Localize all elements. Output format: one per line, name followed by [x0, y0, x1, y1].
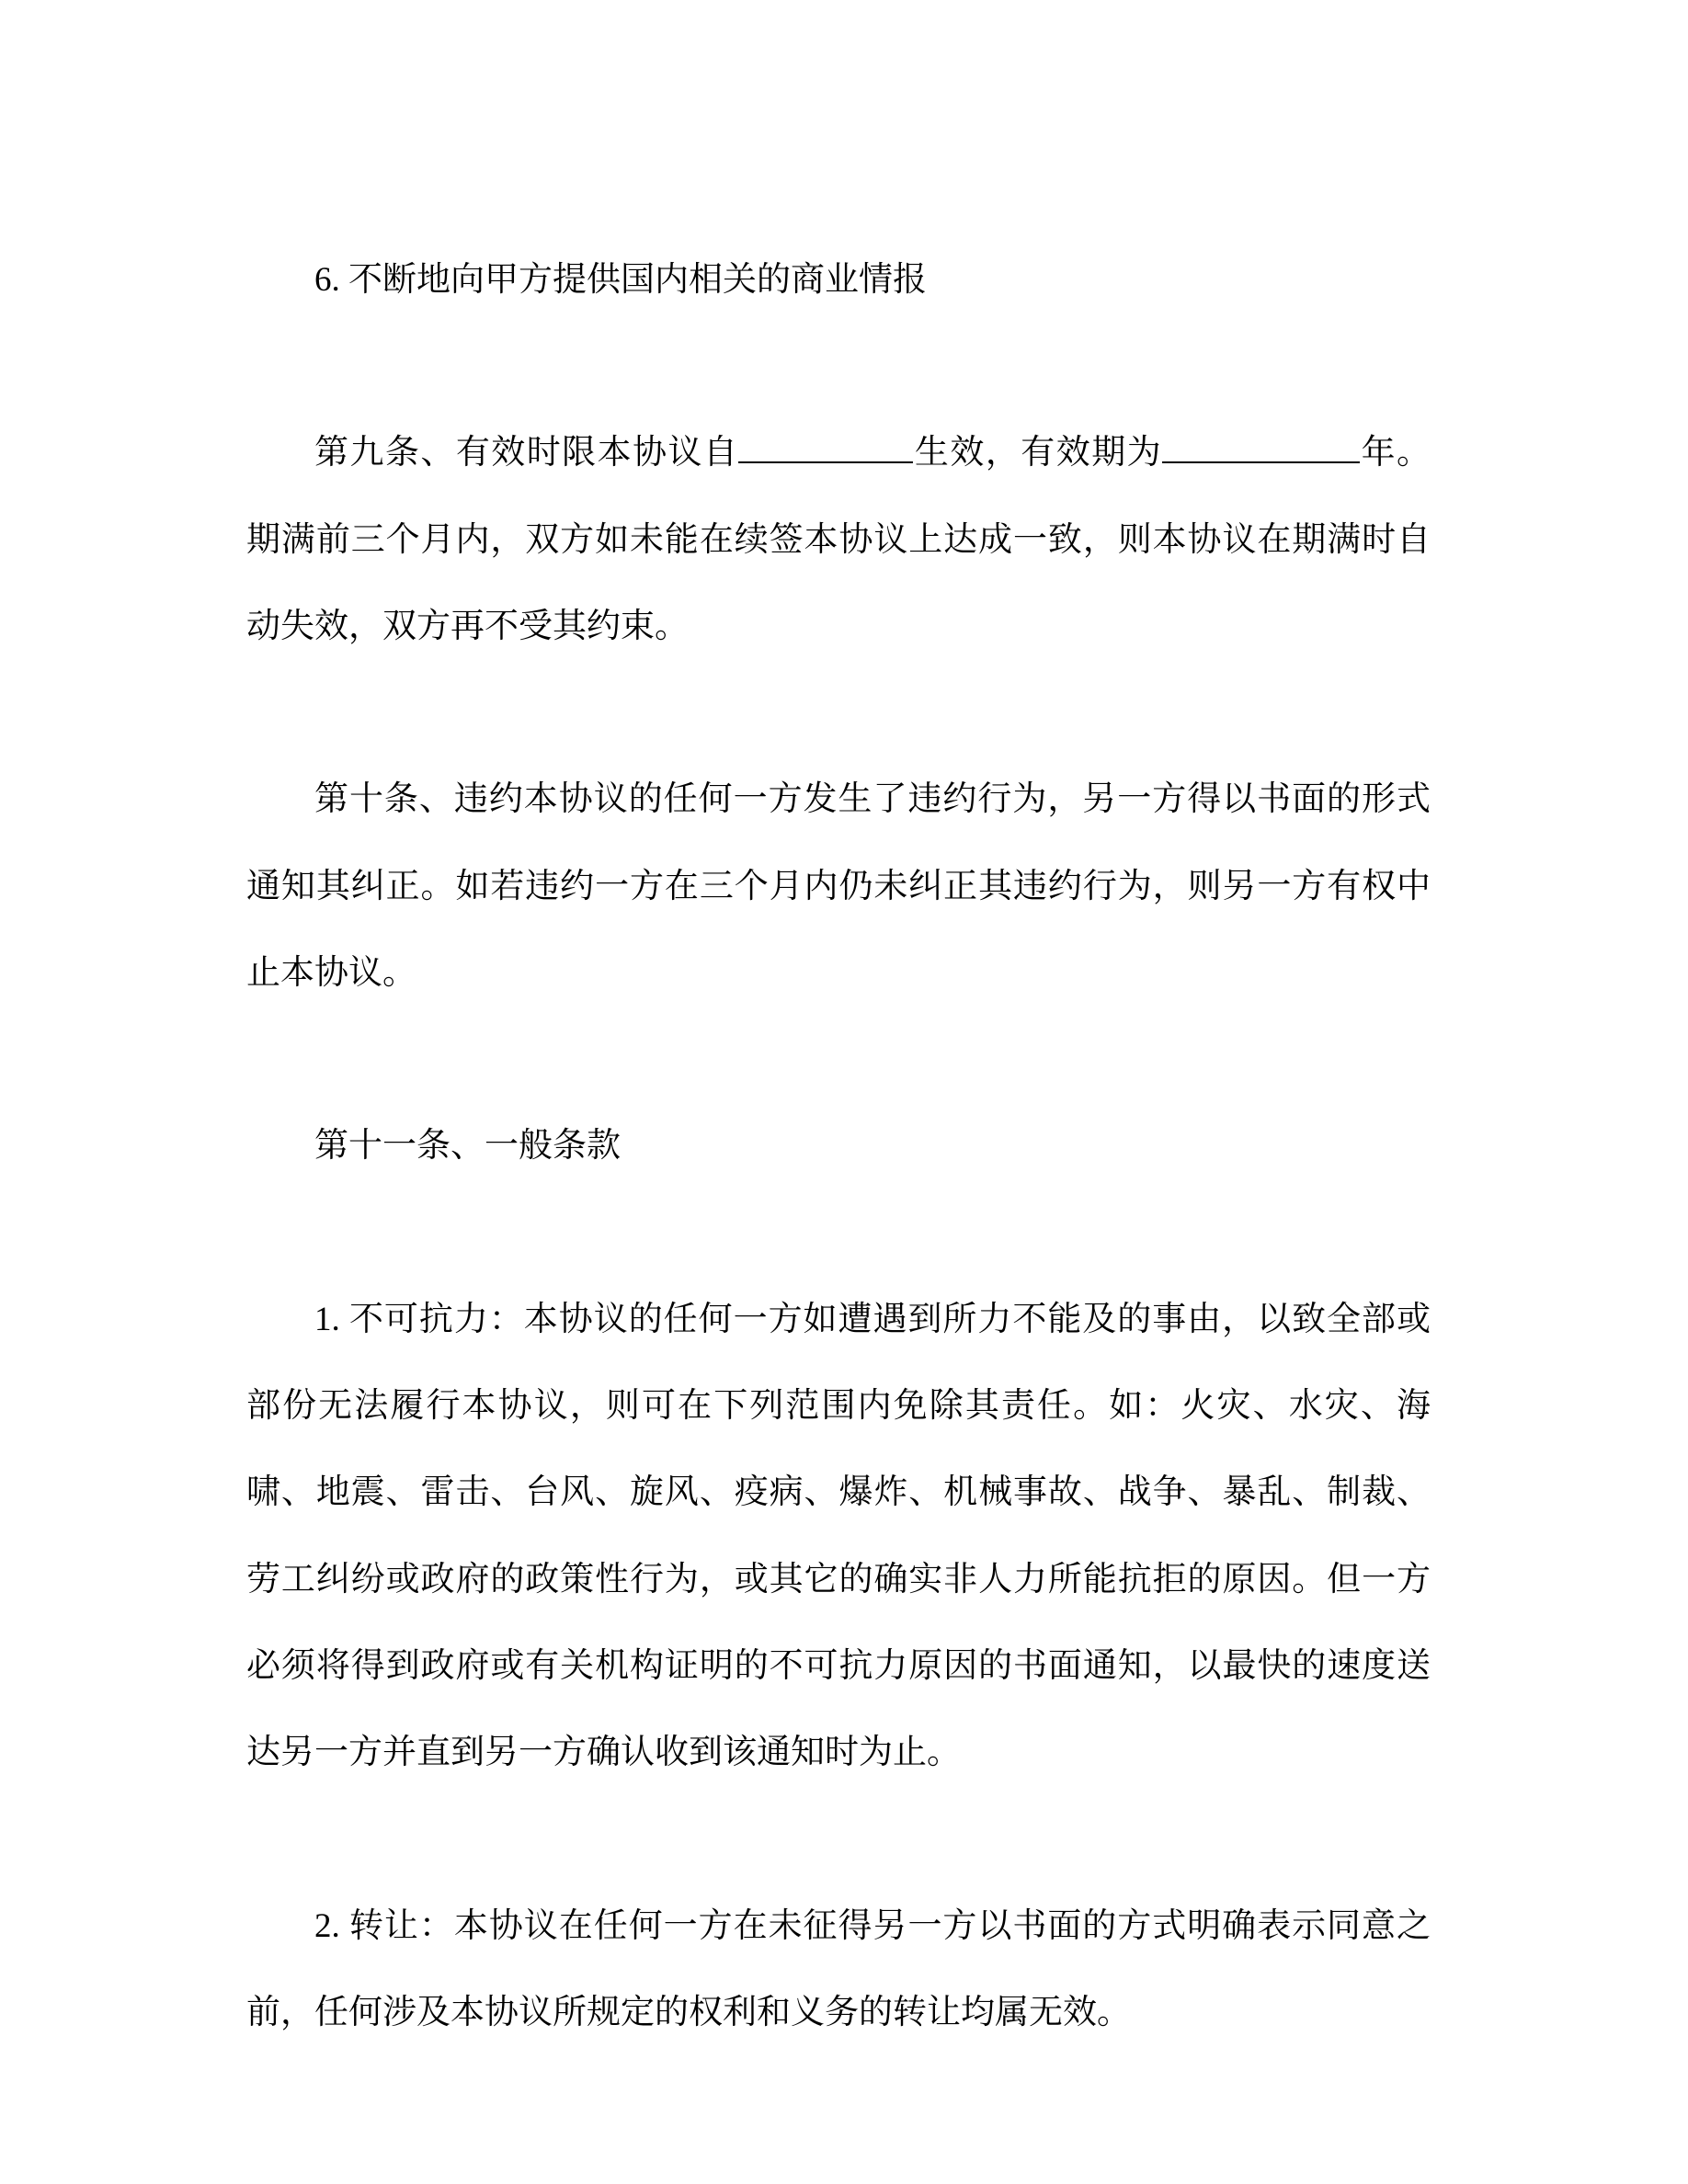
document-content [246, 237, 1431, 2057]
clause-article-10 [246, 756, 1431, 1017]
fill-in-blank-line [738, 429, 913, 463]
clause-item-6 [246, 237, 1431, 324]
text-run: 年。期满前三个月内，双方如未能在续签本协议上达成一致，则本协议在期满时自动失效，双方再不受其约束。 [246, 434, 1431, 646]
text-run: 生效，有效期为 [913, 434, 1163, 472]
clause-article-11-item-2 [246, 1883, 1431, 2057]
clause-article-9 [246, 410, 1431, 670]
text-run: 2. 转让：本协议在任何一方在未征得另一方以书面的方式明确表示同意之前，任何涉及本协议所规定的权利和义务的转让均属无效。 [246, 1906, 1431, 2032]
text-run: 1. 不可抗力：本协议的任何一方如遭遇到所力不能及的事由，以致全部或部份无法履行本协议，则可在下列范围内免除其责任。如：火灾、水灾、海啸、地震、雷击、台风、旋风、疫病、爆炸、机械事故、战争、暴乱、制裁、劳工纠纷或政府的政策性行为，或其它的确实非人力所能抗拒的原因。但一方必须将得到政府或有关机构证明的不可抗力原因的书面通知，以最快的速度送达另一方并直到另一方确认收到该通知时为止。 [246, 1300, 1431, 1772]
text-run: 第十条、违约本协议的任何一方发生了违约行为，另一方得以书面的形式通知其纠正。如若违约一方在三个月内仍未纠正其违约行为，则另一方有权中止本协议。 [246, 780, 1431, 993]
clause-article-11-heading [246, 1103, 1431, 1189]
text-run: 第十一条、一般条款 [314, 1127, 621, 1166]
clause-article-11-item-1 [246, 1277, 1431, 1797]
fill-in-blank-line [1162, 429, 1360, 463]
text-run: 第九条、有效时限本协议自 [314, 434, 739, 472]
text-run: 6. 不断地向甲方提供国内相关的商业情报 [314, 261, 927, 299]
